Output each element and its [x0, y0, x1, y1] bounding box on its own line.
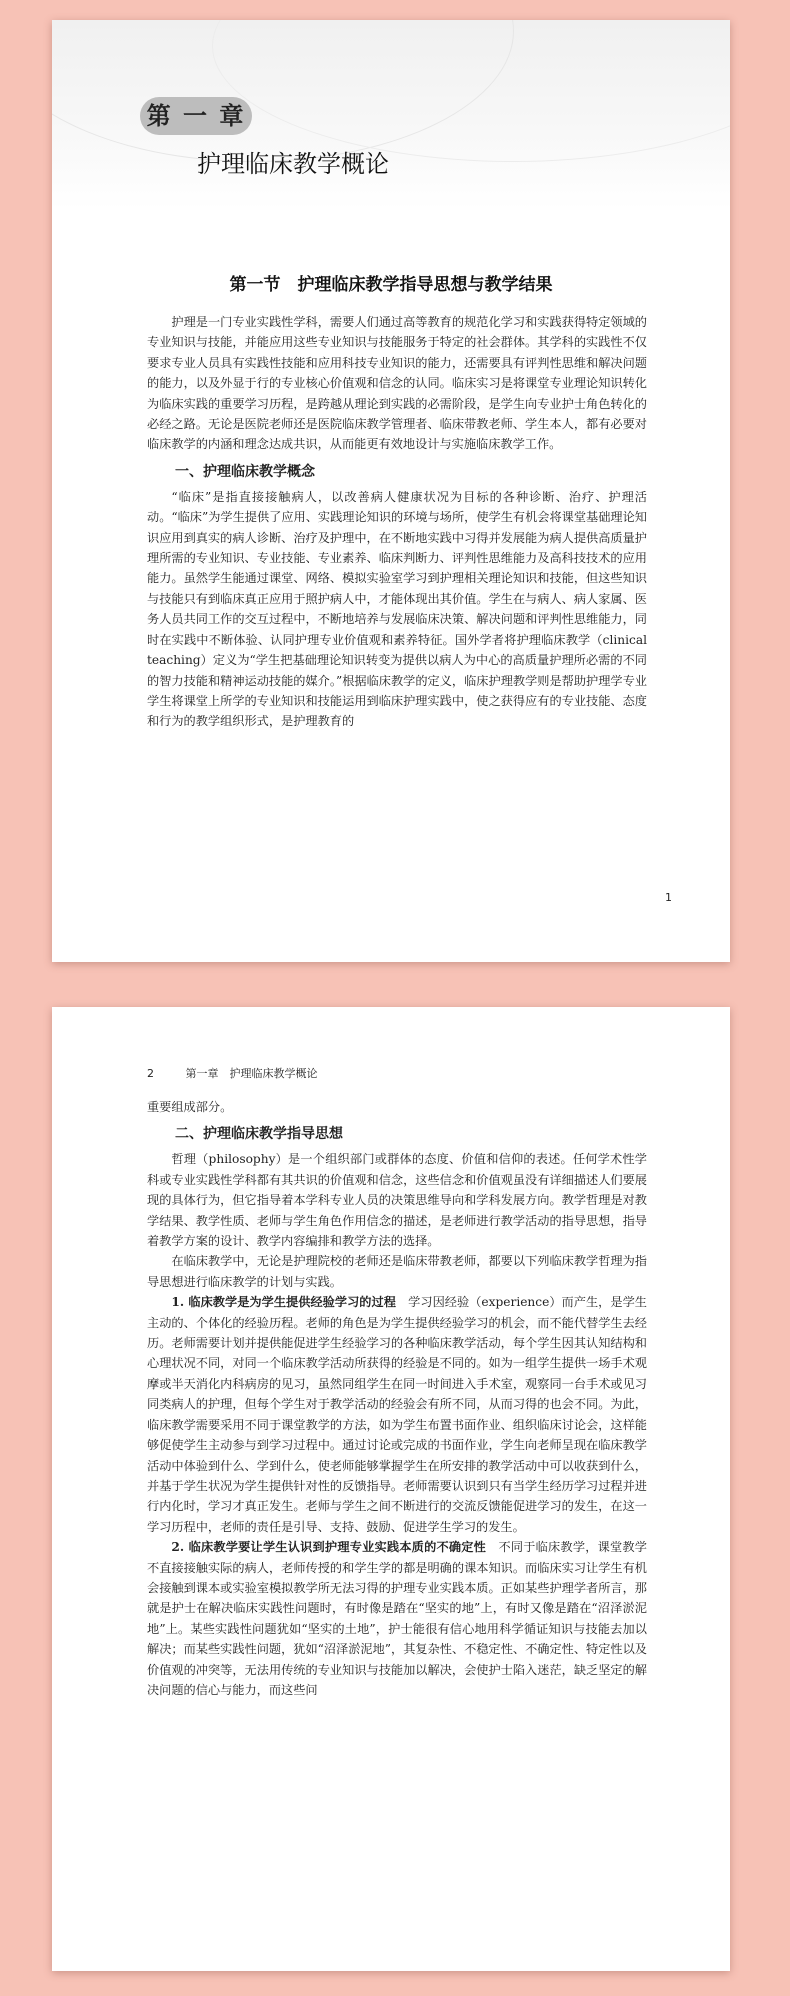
- paragraph: 护理是一门专业实践性学科，需要人们通过高等教育的规范化学习和实践获得特定领域的专业知识与技能，并能应用这些专业知识与技能服务于特定的社会群体。其学科的实践性不仅要求专业人员具有实践性技能和应用科技专业知识的能力，还需要具有评判性思维和解决问题的能力，以及外显于行的专业核心价值观和信念的认同。临床实习是将课堂专业理论知识转化为临床实践的重要学习历程，是跨越从理论到实践的必需阶段，是学生向专业护士角色转化的必经之路。无论是医院老师还是医院临床教学管理者、临床带教老师、学生本人，都有必要对临床教学的内涵和理念达成共识，从而能更有效地设计与实施临床教学工作。: [147, 315, 647, 452]
- paragraph: 哲理（philosophy）是一个组织部门或群体的态度、价值和信仰的表述。任何学术性学科或专业实践性学科都有其共识的价值观和信念，这些信念和价值观虽没有详细描述人们要展现的具体行为，但它指导着本学科专业人员的决策思维导向和学科发展方向。教学哲理是对教学结果、教学性质、老师与学生角色作用信念的描述，是老师进行教学活动的指导思想，指导着教学方案的设计、教学内容编排和教学方法的选择。: [147, 1152, 647, 1249]
- paragraph: 重要组成部分。: [147, 1100, 233, 1114]
- page-2: [52, 1007, 730, 1971]
- subheading: 二、护理临床教学指导思想: [175, 1126, 343, 1143]
- item-title: 2. 临床教学要让学生认识到护理专业实践本质的不确定性: [171, 1540, 487, 1555]
- page-1-body: [147, 312, 647, 732]
- item-text: 学习因经验（experience）而产生，是学生主动的、个体化的经验历程。老师的角色是为学生提供经验学习的机会，而不能代替学生去经历。老师需要计划并提供能促进学生经验学习的各种临床教学活动，每个学生因其认知结构和心理状况不同，对同一个临床教学活动所获得的经验是不同的。如为一组学生提供一场手术观摩或半天消化内科病房的见习，虽然同组学生在同一时间进入手术室，观察同一台手术或见习同类病人的护理，但每个学生对于教学活动的经验会有所不同，从而习得的也会不同。为此，临床教学需要采用不同于课堂教学的方法，如为学生布置书面作业、组织临床讨论会，这样能够促使学生主动参与到学习过程中。通过讨论或完成的书面作业，学生向老师呈现在临床教学活动中体验到什么、学到什么，使老师能够掌握学生在所安排的教学活动中可以收获到什么，并基于学生状况为学生提供针对性的反馈指导。老师需要认识到只有当学生经历学习过程并进行内化时，学习才真正发生。老师与学生之间不断进行的交流反馈能促进学习的发生，在这一学习历程中，老师的责任是引导、支持、鼓励、促进学生学习的发生。: [147, 1295, 647, 1534]
- running-page-number: 2: [147, 1067, 154, 1080]
- numbered-item: [147, 1292, 647, 1537]
- paragraph: 在临床教学中，无论是护理院校的老师还是临床带教老师，都要以下列临床教学哲理为指导思想进行临床教学的计划与实践。: [147, 1254, 647, 1289]
- running-header: [147, 1065, 346, 1081]
- page-1: [52, 20, 730, 962]
- item-text: 不同于临床教学，课堂教学不直接接触实际的病人，老师传授的和学生学的都是明确的课本知识。而临床实习让学生有机会接触到课本或实验室模拟教学所无法习得的护理专业实践本质。正如某些护理学者所言，那就是护士在解决临床实践性问题时，有时像是踏在“坚实的地”上，有时又像是踏在“沼泽淤泥地”上。某些实践性问题犹如“坚实的土地”，护士能很有信心地用科学循证知识与技能去加以解决；而某些实践性问题，犹如“沼泽淤泥地”，其复杂性、不稳定性、不确定性、特定性以及价值观的冲突等，无法用传统的专业知识与技能加以解决，会使护士陷入迷茫，缺乏坚定的解决问题的信心与能力，而这些问: [147, 1540, 647, 1697]
- page-number: 1: [665, 891, 672, 904]
- chapter-badge: 第 一 章: [140, 97, 252, 135]
- chapter-title: 护理临床教学概论: [197, 150, 389, 178]
- subheading: 一、护理临床教学概念: [175, 463, 315, 480]
- page-2-body: [147, 1097, 647, 1700]
- section-heading: 第一节 护理临床教学指导思想与教学结果: [229, 275, 553, 295]
- paragraph: “临床”是指直接接触病人，以改善病人健康状况为目标的各种诊断、治疗、护理活动。“临床”为学生提供了应用、实践理论知识的环境与场所，使学生有机会将课堂基础理论知识应用到真实的病人诊断、治疗及护理中，在不断地实践中习得并发展能为病人提供高质量护理所需的专业知识、专业技能、专业素养、临床判断力、评判性思维能力及高科技技术的应用能力。虽然学生能通过课堂、网络、模拟实验室学习到护理相关理论知识和技能，但这些知识与技能只有到临床真正应用于照护病人中，才能体现出其价值。学生在与病人、病人家属、医务人员共同工作的交互过程中，不断地培养与发展临床决策、解决问题和评判性思维能力，同时在实践中不断体验、认同护理专业价值观和素养特征。国外学者将护理临床教学（clinical teaching）定义为“学生把基础理论知识转变为提供以病人为中心的高质量护理所必需的不同的智力技能和精神运动技能的媒介。”根据临床教学的定义，临床护理教学则是帮助护理学专业学生将课堂上所学的专业知识和技能运用到临床护理实践中，使之获得应有的专业技能、态度和行为的教学组织形式，是护理教育的: [147, 489, 647, 729]
- running-chapter-title: 第一章 护理临床教学概论: [185, 1067, 318, 1080]
- numbered-item: [147, 1537, 647, 1700]
- item-title: 1. 临床教学是为学生提供经验学习的过程: [171, 1295, 396, 1310]
